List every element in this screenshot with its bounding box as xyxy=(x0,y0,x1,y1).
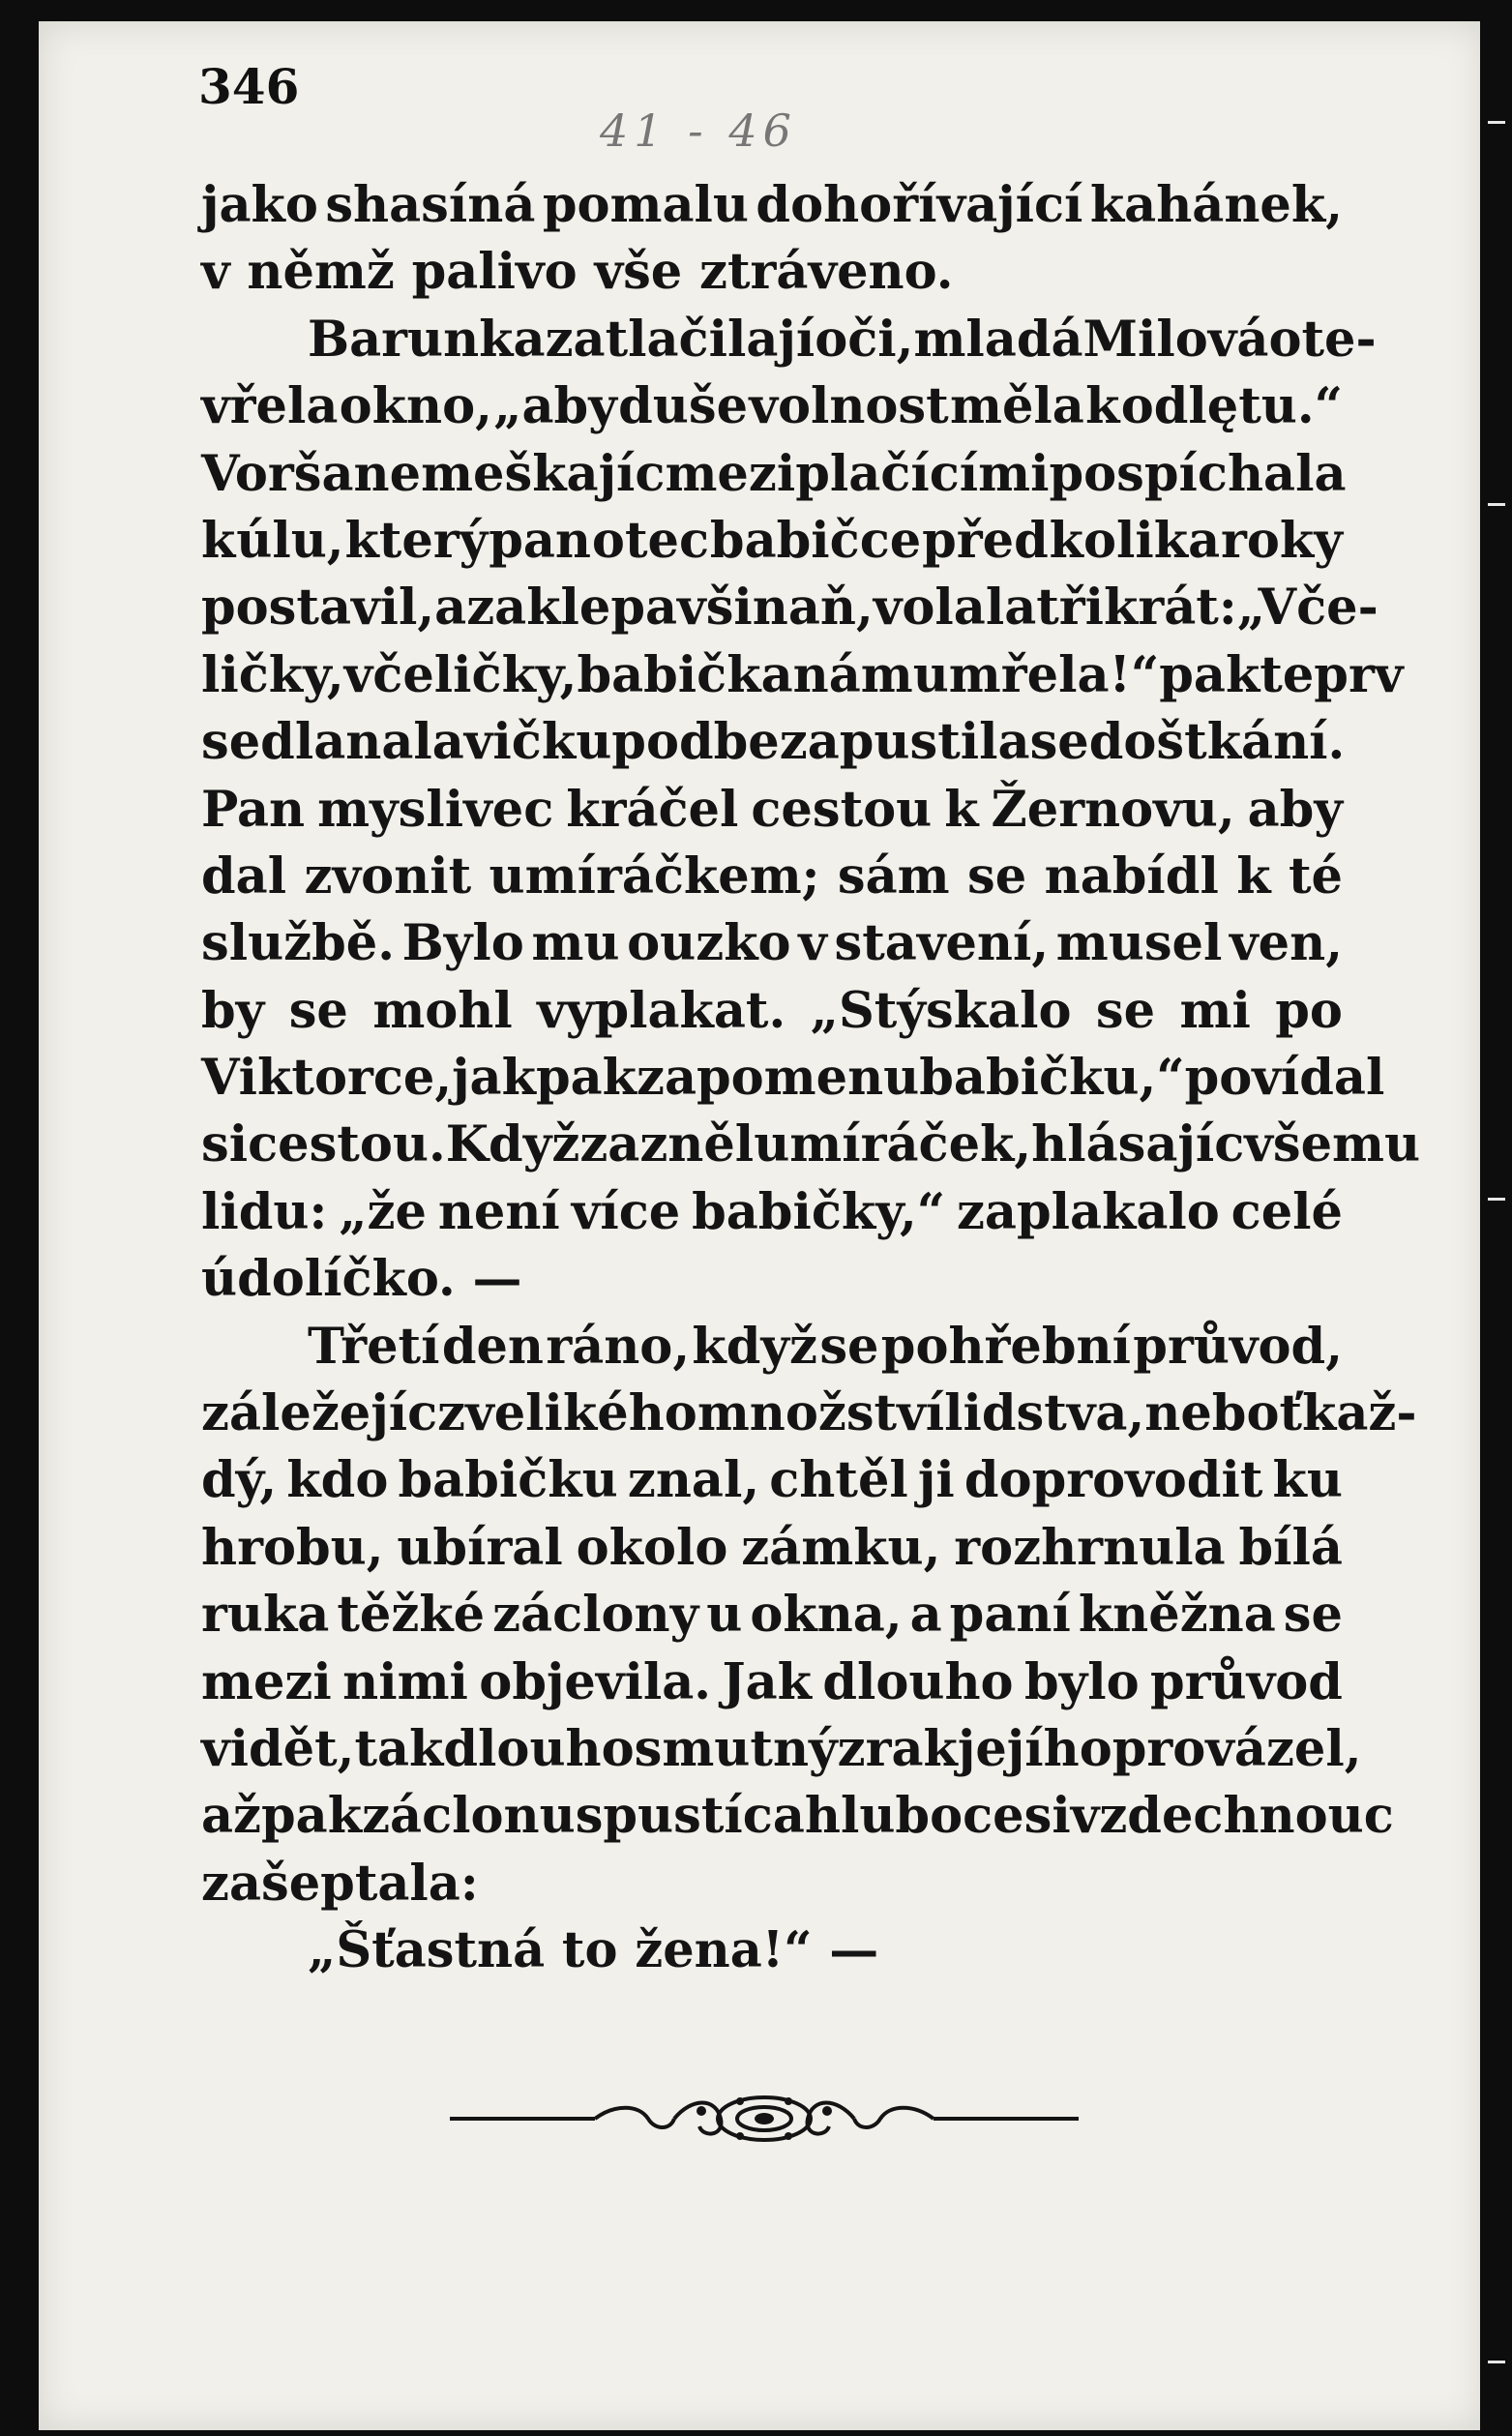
text-line: by se mohl vyplakat. „Stýskalo se mi po xyxy=(201,981,1343,1040)
text-line: k úlu, který pan otec babičce před kolika roky xyxy=(201,511,1343,570)
text-line: mezi nimi objevila. Jak dlouho bylo průvod xyxy=(201,1652,1343,1711)
page-number: 346 xyxy=(198,58,300,115)
body-text xyxy=(201,172,1421,1985)
edge-mark xyxy=(1488,1198,1505,1201)
text-line: vřela okno, „aby duše volnost měla k odlętu.“ xyxy=(201,377,1343,436)
text-line: dal zvonit umíráčkem; sám se nabídl k té xyxy=(201,847,1343,906)
text-line: vidět, tak dlouho smutný zrak její ho provázel, xyxy=(201,1719,1362,1778)
text-line: ličky, včeličky, babička nám umřela!“ pak teprv xyxy=(201,645,1404,704)
text-line: dý, kdo babičku znal, chtěl ji doprovodit ku xyxy=(201,1451,1343,1510)
text-line: lidu: „že není více babičky,“ zaplakalo celé xyxy=(201,1182,1343,1241)
scan-edge xyxy=(1480,0,1512,2436)
text-line: si cestou. Když zazněl umíráček, hlásajíc všemu xyxy=(201,1115,1421,1174)
text-line: sedla na lavičku pod bez a pustila se do štkání. xyxy=(201,713,1346,772)
handwritten-note: 41 - 46 xyxy=(600,104,797,157)
edge-mark xyxy=(1488,2361,1505,2363)
text-line: Vorša nemeškajíc mezi plačícími pospíchala xyxy=(201,444,1347,503)
text-line: Pan myslivec kráčel cestou k Žernovu, aby xyxy=(201,780,1343,839)
text-line: Třetí den ráno, když se pohřební průvod, xyxy=(308,1317,1343,1376)
text-line: údolíčko. — xyxy=(201,1250,522,1309)
text-line: ruka těžké záclony u okna, a paní kněžna se xyxy=(201,1586,1343,1645)
text-line: jako shasíná pomalu dohořívající kahánek, xyxy=(201,176,1343,234)
text-line: hrobu, ubíral okolo zámku, rozhrnula bílá xyxy=(201,1518,1343,1577)
text-line: zašeptala: xyxy=(201,1854,479,1913)
text-line: službě. Bylo mu ouzko v stavení, musel ven, xyxy=(201,914,1343,973)
text-line: až pak záclonu spustíc a hluboce si vzdechnouc xyxy=(201,1787,1394,1846)
edge-mark xyxy=(1488,503,1505,506)
text-line: záležejíc z velikého množství lidstva, neboť kaž- xyxy=(201,1384,1417,1443)
decorative-divider-icon xyxy=(450,2090,1079,2148)
text-line: v němž palivo vše ztráveno. xyxy=(201,243,954,302)
text-line: „Šťastná to žena!“ — xyxy=(308,1921,879,1980)
text-line: Viktorce, jak pak zapomenu babičku,“ povídal xyxy=(201,1049,1385,1108)
text-line: postavil, a zaklepavši naň, volala třikrát: „Vče- xyxy=(201,579,1379,638)
text-line: Barunka zatlačila jí oči, mladá Milová ote- xyxy=(308,310,1377,369)
edge-mark xyxy=(1488,121,1505,124)
